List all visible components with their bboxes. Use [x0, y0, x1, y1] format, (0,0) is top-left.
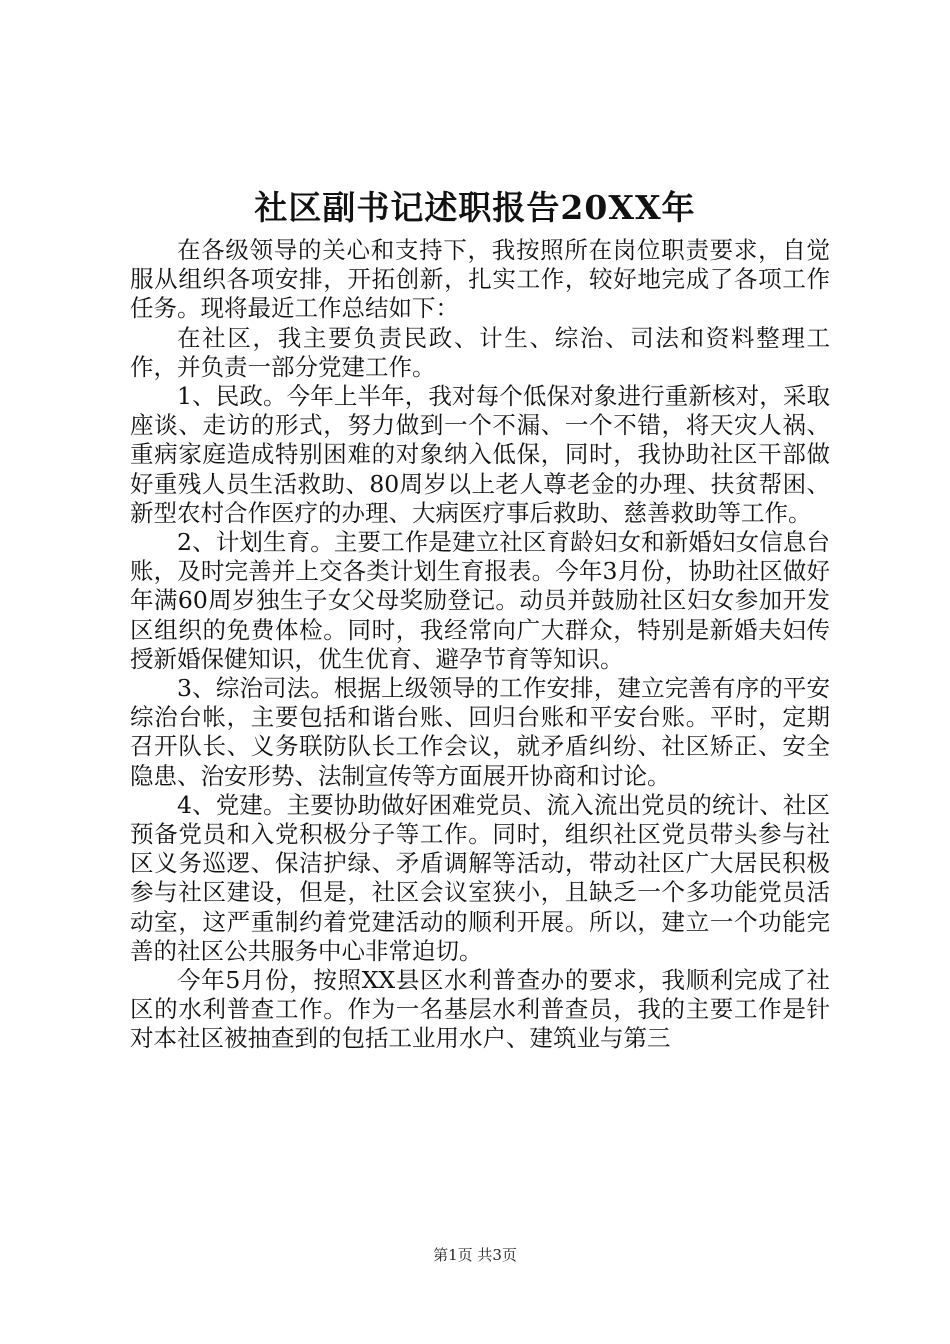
- paragraph-intro: 在各级领导的关心和支持下，我按照所在岗位职责要求，自觉服从组织各项安排，开拓创新，扎实工作，较好地完成了各项工作任务。现将最近工作总结如下：: [130, 236, 830, 323]
- paragraph-water-survey: 今年5月份，按照XX县区水利普查办的要求，我顺利完成了社区的水利普查工作。作为一名基层水利普查员，我的主要工作是针对本社区被抽查到的包括工业用水户、建筑业与第三: [130, 966, 830, 1053]
- document-title: 社区副书记述职报告20XX年: [254, 188, 696, 227]
- document-body: [130, 236, 830, 1054]
- paragraph-party-building: 4、党建。主要协助做好困难党员、流入流出党员的统计、社区预备党员和入党积极分子等工作。同时，组织社区党员带头参与社区义务巡逻、保洁护绿、矛盾调解等活动，带动社区广大居民积极参与社区建设，但是，社区会议室狭小，且缺乏一个多功能党员活动室，这严重制约着党建活动的顺利开展。所以，建立一个功能完善的社区公共服务中心非常迫切。: [130, 790, 830, 965]
- paragraph-family-planning: 2、计划生育。主要工作是建立社区育龄妇女和新婚妇女信息台账，及时完善并上交各类计划生育报表。今年3月份，协助社区做好年满60周岁独生子女父母奖励登记。动员并鼓励社区妇女参加开发区组织的免费体检。同时，我经常向广大群众，特别是新婚夫妇传授新婚保健知识，优生优育、避孕节育等知识。: [130, 528, 830, 673]
- paragraph-responsibilities: 在社区，我主要负责民政、计生、综治、司法和资料整理工作，并负责一部分党建工作。: [130, 323, 830, 381]
- paragraph-judicial: 3、综治司法。根据上级领导的工作安排，建立完善有序的平安综治台帐，主要包括和谐台账、回归台账和平安台账。平时，定期召开队长、义务联防队长工作会议，就矛盾纠纷、社区矫正、安全隐患、治安形势、法制宣传等方面展开协商和讨论。: [130, 674, 830, 790]
- paragraph-civil-affairs: 1、民政。今年上半年，我对每个低保对象进行重新核对，采取座谈、走访的形式，努力做到一个不漏、一个不错，将天灾人祸、重病家庭造成特别困难的对象纳入低保，同时，我协助社区干部做好重残人员生活救助、80周岁以上老人尊老金的办理、扶贫帮困、新型农村合作医疗的办理、大病医疗事后救助、慈善救助等工作。: [130, 382, 830, 527]
- page-footer: 第1页 共3页: [433, 1246, 517, 1264]
